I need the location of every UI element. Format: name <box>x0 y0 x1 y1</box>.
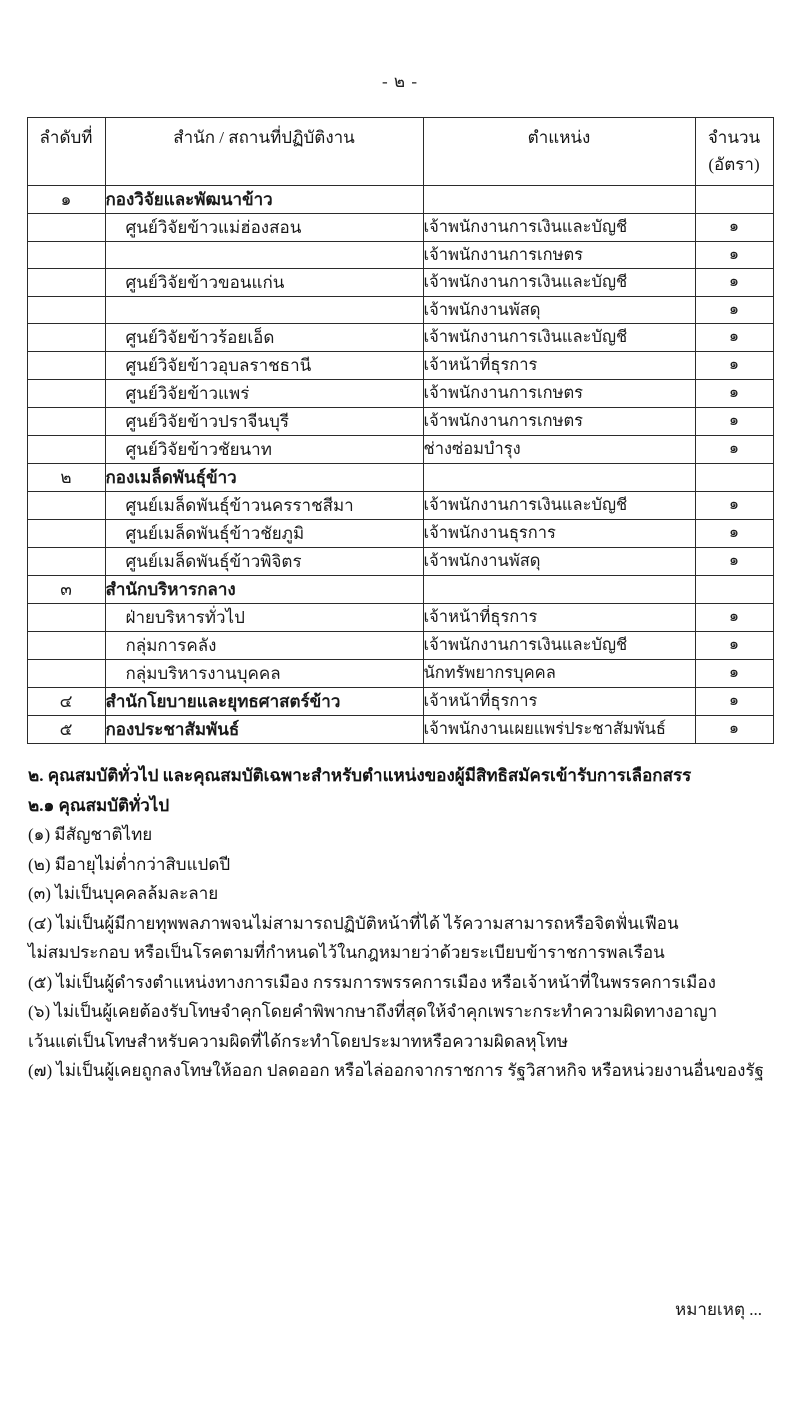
qualification-item-2: (๒) มีอายุไม่ต่ำกว่าสิบแปดปี <box>28 854 231 874</box>
cell-count: ๑ <box>695 352 773 380</box>
cell-position: เจ้าพนักงานเผยแพร่ประชาสัมพันธ์ <box>423 716 695 744</box>
qualification-item-4: (๔) ไม่เป็นผู้มีกายทุพพลภาพจนไม่สามารถปฏิบัติหน้าที่ได้ ไร้ความสามารถหรือจิตฟั่นเฟือน <box>28 913 679 933</box>
qualification-item-6-continued: เว้นแต่เป็นโทษสำหรับความผิดที่ได้กระทำโดยประมาทหรือความผิดลหุโทษ <box>28 1031 569 1051</box>
cell-no <box>27 548 105 576</box>
cell-no <box>27 660 105 688</box>
table-header-row <box>27 118 773 186</box>
qualification-item-5: (๕) ไม่เป็นผู้ดำรงตำแหน่งทางการเมือง กรรมการพรรคการเมือง หรือเจ้าหน้าที่ในพรรคการเมือง <box>28 972 716 992</box>
cell-no <box>27 297 105 324</box>
qualification-item-1: (๑) มีสัญชาติไทย <box>28 825 153 845</box>
cell-org-group: กองวิจัยและพัฒนาข้าว <box>105 186 423 214</box>
cell-count: ๑ <box>695 632 773 660</box>
cell-no: ๕ <box>27 716 105 744</box>
table-row <box>27 716 773 744</box>
cell-count: ๑ <box>695 660 773 688</box>
cell-org: ศูนย์วิจัยข้าวอุบลราชธานี <box>105 352 423 380</box>
cell-count: ๑ <box>695 492 773 520</box>
cell-org: ศูนย์เมล็ดพันธุ์ข้าวชัยภูมิ <box>105 520 423 548</box>
table-row <box>27 436 773 464</box>
qualifications-section <box>28 762 772 1085</box>
table-row <box>27 352 773 380</box>
table-row <box>27 520 773 548</box>
cell-org: ศูนย์วิจัยข้าวชัยนาท <box>105 436 423 464</box>
column-header-position: ตำแหน่ง <box>423 118 695 186</box>
cell-position <box>423 464 695 492</box>
footer-note: หมายเหตุ ... <box>675 1300 762 1319</box>
table-row <box>27 604 773 632</box>
cell-org: ศูนย์เมล็ดพันธุ์ข้าวนครราชสีมา <box>105 492 423 520</box>
section-heading: ๒. คุณสมบัติทั่วไป และคุณสมบัติเฉพาะสำหรับตำแหน่งของผู้มีสิทธิสมัครเข้ารับการเลือกสรร <box>28 766 692 785</box>
column-header-org: สำนัก / สถานที่ปฏิบัติงาน <box>105 118 423 186</box>
cell-no <box>27 242 105 269</box>
cell-count: ๑ <box>695 297 773 324</box>
table-row <box>27 214 773 242</box>
cell-position: เจ้าพนักงานการเงินและบัญชี <box>423 492 695 520</box>
cell-org: ฝ่ายบริหารทั่วไป <box>105 604 423 632</box>
cell-org: ศูนย์วิจัยข้าวขอนแก่น <box>105 269 423 297</box>
table-row <box>27 408 773 436</box>
cell-org-group: กองประชาสัมพันธ์ <box>105 716 423 744</box>
cell-no: ๑ <box>27 186 105 214</box>
cell-no <box>27 520 105 548</box>
table-row <box>27 632 773 660</box>
cell-count <box>695 464 773 492</box>
table-row <box>27 548 773 576</box>
cell-no: ๒ <box>27 464 105 492</box>
cell-org-group: สำนักโยบายและยุทธศาสตร์ข้าว <box>105 688 423 716</box>
document-page <box>0 68 800 1421</box>
cell-org <box>105 297 423 324</box>
qualification-item-6: (๖) ไม่เป็นผู้เคยต้องรับโทษจำคุกโดยคำพิพากษาถึงที่สุดให้จำคุกเพราะกระทำความผิดทางอาญา <box>28 1002 718 1022</box>
cell-no <box>27 324 105 352</box>
cell-count: ๑ <box>695 604 773 632</box>
cell-position: เจ้าพนักงานพัสดุ <box>423 548 695 576</box>
table-row <box>27 297 773 324</box>
cell-position <box>423 576 695 604</box>
cell-position: เจ้าหน้าที่ธุรการ <box>423 688 695 716</box>
qualification-item-3: (๓) ไม่เป็นบุคคลล้มละลาย <box>28 884 219 904</box>
cell-count: ๑ <box>695 688 773 716</box>
table-body <box>27 186 773 744</box>
cell-no <box>27 632 105 660</box>
cell-org: ศูนย์วิจัยข้าวแม่ฮ่องสอน <box>105 214 423 242</box>
cell-no <box>27 492 105 520</box>
cell-position: เจ้าหน้าที่ธุรการ <box>423 604 695 632</box>
cell-org: ศูนย์เมล็ดพันธุ์ข้าวพิจิตร <box>105 548 423 576</box>
cell-count: ๑ <box>695 408 773 436</box>
cell-position: ช่างซ่อมบำรุง <box>423 436 695 464</box>
cell-position: เจ้าพนักงานการเกษตร <box>423 408 695 436</box>
cell-org: กลุ่มการคลัง <box>105 632 423 660</box>
cell-count: ๑ <box>695 716 773 744</box>
table-row <box>27 242 773 269</box>
cell-no <box>27 408 105 436</box>
page-number: - ๒ - <box>381 72 419 91</box>
cell-position: เจ้าพนักงานพัสดุ <box>423 297 695 324</box>
cell-org: ศูนย์วิจัยข้าวร้อยเอ็ด <box>105 324 423 352</box>
table-row <box>27 269 773 297</box>
cell-position: เจ้าพนักงานการเงินและบัญชี <box>423 632 695 660</box>
table-row <box>27 186 773 214</box>
cell-no <box>27 604 105 632</box>
cell-no: ๓ <box>27 576 105 604</box>
cell-count: ๑ <box>695 324 773 352</box>
cell-org: ศูนย์วิจัยข้าวปราจีนบุรี <box>105 408 423 436</box>
table-row <box>27 492 773 520</box>
cell-org: กลุ่มบริหารงานบุคคล <box>105 660 423 688</box>
cell-count <box>695 186 773 214</box>
cell-position: เจ้าพนักงานการเงินและบัญชี <box>423 214 695 242</box>
cell-no <box>27 269 105 297</box>
cell-no <box>27 380 105 408</box>
column-header-no: ลำดับที่ <box>27 118 105 186</box>
cell-count <box>695 576 773 604</box>
cell-no <box>27 352 105 380</box>
cell-position: เจ้าพนักงานการเงินและบัญชี <box>423 324 695 352</box>
cell-count: ๑ <box>695 269 773 297</box>
cell-position: เจ้าพนักงานธุรการ <box>423 520 695 548</box>
section-subheading: ๒.๑ คุณสมบัติทั่วไป <box>28 795 170 815</box>
qualification-item-4-continued: ไม่สมประกอบ หรือเป็นโรคตามที่กำหนดไว้ในกฎหมายว่าด้วยระเบียบข้าราชการพลเรือน <box>28 943 665 963</box>
job-positions-table <box>27 117 774 744</box>
cell-no <box>27 214 105 242</box>
cell-count: ๑ <box>695 242 773 269</box>
table-row <box>27 380 773 408</box>
table-row <box>27 660 773 688</box>
cell-org-group: สำนักบริหารกลาง <box>105 576 423 604</box>
cell-count: ๑ <box>695 214 773 242</box>
column-header-count: จำนวน (อัตรา) <box>695 118 773 186</box>
cell-position: เจ้าพนักงานการเกษตร <box>423 242 695 269</box>
cell-org <box>105 242 423 269</box>
cell-position <box>423 186 695 214</box>
cell-org-group: กองเมล็ดพันธุ์ข้าว <box>105 464 423 492</box>
cell-count: ๑ <box>695 520 773 548</box>
cell-no: ๔ <box>27 688 105 716</box>
cell-no <box>27 436 105 464</box>
table-row <box>27 464 773 492</box>
cell-org: ศูนย์วิจัยข้าวแพร่ <box>105 380 423 408</box>
table-row <box>27 688 773 716</box>
cell-position: นักทรัพยากรบุคคล <box>423 660 695 688</box>
table-row <box>27 324 773 352</box>
cell-position: เจ้าหน้าที่ธุรการ <box>423 352 695 380</box>
table-row <box>27 576 773 604</box>
qualification-item-7: (๗) ไม่เป็นผู้เคยถูกลงโทษให้ออก ปลดออก หรือไล่ออกจากราชการ รัฐวิสาหกิจ หรือหน่วยงานอื่นของรัฐ <box>28 1061 764 1081</box>
cell-count: ๑ <box>695 436 773 464</box>
cell-position: เจ้าพนักงานการเกษตร <box>423 380 695 408</box>
cell-count: ๑ <box>695 380 773 408</box>
cell-count: ๑ <box>695 548 773 576</box>
cell-position: เจ้าพนักงานการเงินและบัญชี <box>423 269 695 297</box>
